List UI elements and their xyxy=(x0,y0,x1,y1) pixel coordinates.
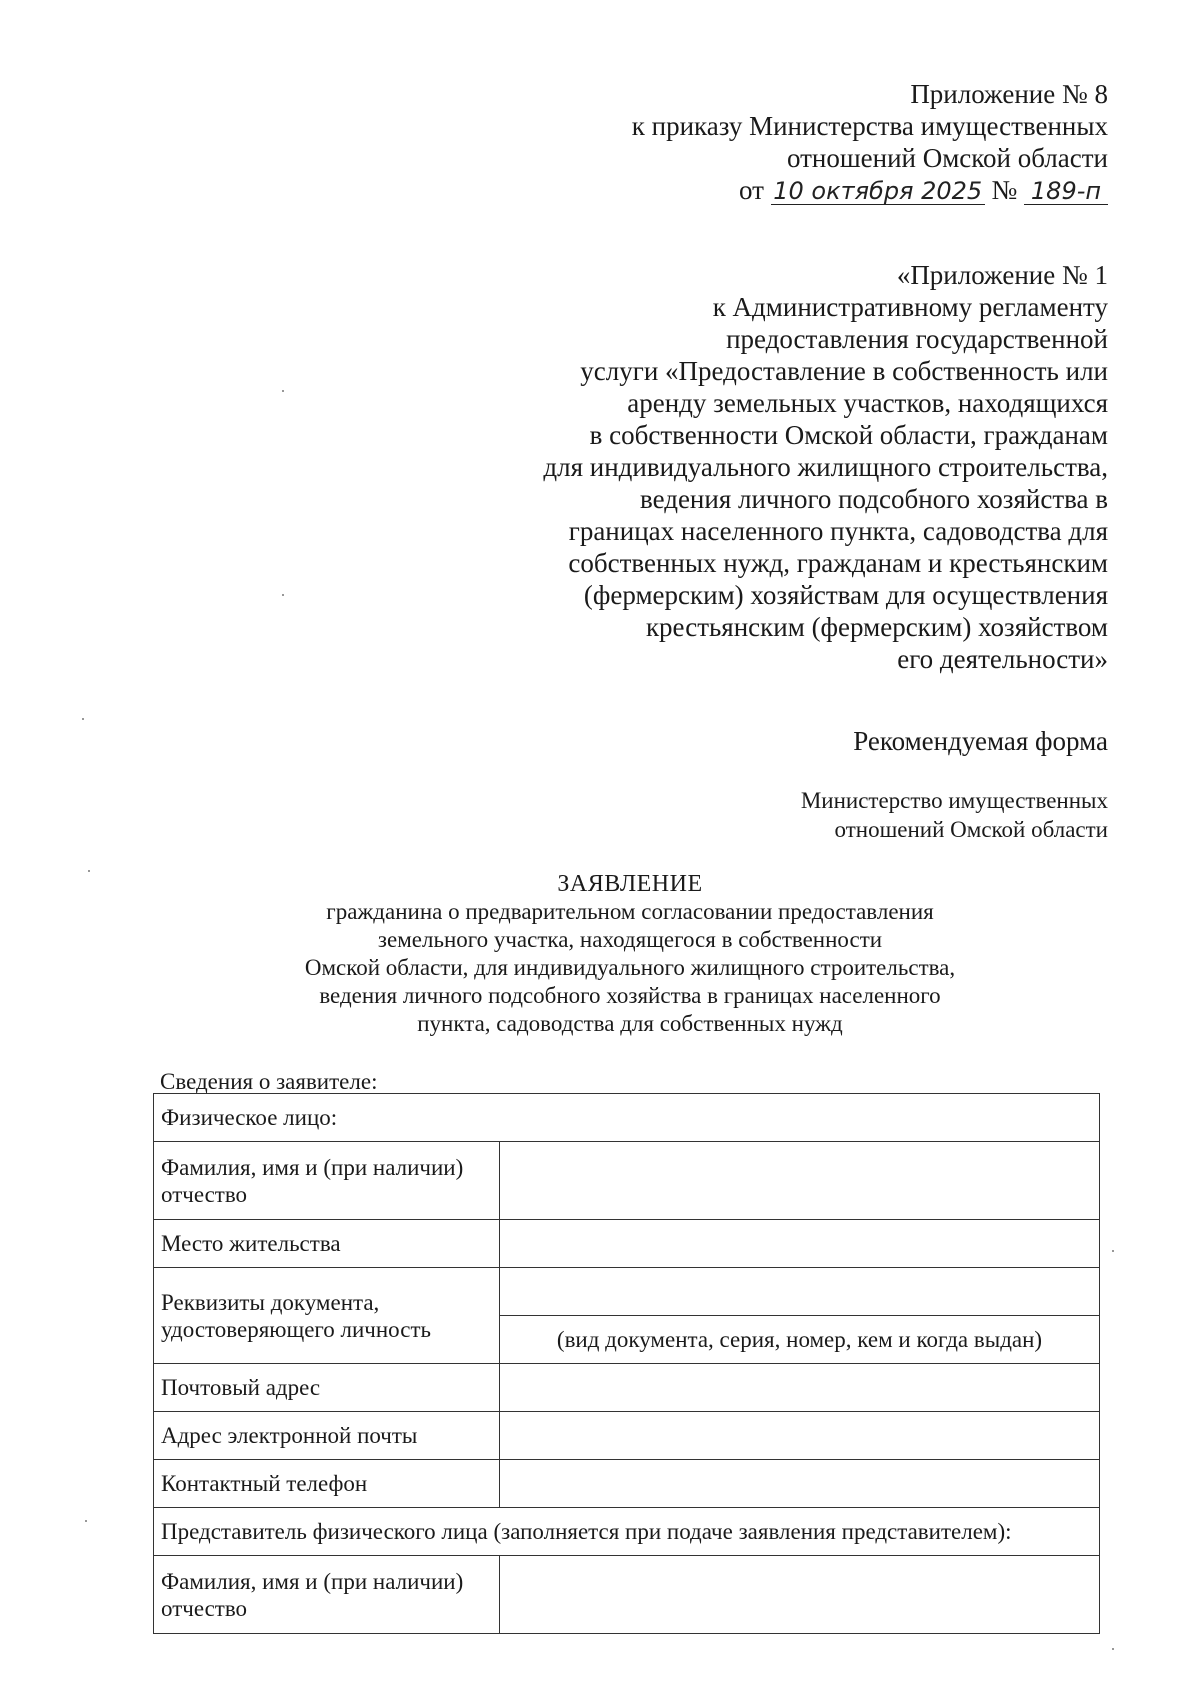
annex-1-line: (фермерским) хозяйствам для осуществления xyxy=(583,580,1108,610)
rep-full-name-label: Фамилия, имя и (при наличии) отчество xyxy=(154,1556,500,1634)
table-row xyxy=(154,1268,1100,1316)
scan-speck xyxy=(88,870,90,872)
id-document-label: Реквизиты документа, удостоверяющего личность xyxy=(154,1268,500,1364)
representative-header: Представитель физического лица (заполняется при подаче заявления представителем): xyxy=(154,1508,1100,1556)
scan-speck xyxy=(1112,1250,1114,1252)
annex-8-ministry-line: отношений Омской области xyxy=(786,143,1108,173)
rep-full-name-field[interactable] xyxy=(500,1556,1100,1634)
annex-8-header xyxy=(632,78,1108,206)
email-label: Адрес электронной почты xyxy=(154,1412,500,1460)
annex-1-line: «Приложение № 1 xyxy=(896,260,1108,290)
statement-subtitle-line: пункта, садоводства для собственных нужд xyxy=(417,1011,843,1036)
annex-1-line: для индивидуального жилищного строительства, xyxy=(543,452,1108,482)
annex-1-line: его деятельности» xyxy=(897,644,1108,674)
annex-1-line: аренду земельных участков, находящихся xyxy=(627,388,1108,418)
table-row xyxy=(154,1220,1100,1268)
scan-speck xyxy=(282,594,284,596)
recommended-form-label: Рекомендуемая форма xyxy=(853,726,1108,756)
residence-label: Место жительства xyxy=(154,1220,500,1268)
scan-speck xyxy=(1112,1648,1114,1650)
number-prefix: № xyxy=(991,175,1018,205)
applicant-caption: Сведения о заявителе: xyxy=(160,1069,378,1094)
id-document-hint: (вид документа, серия, номер, кем и когда выдан) xyxy=(500,1316,1100,1364)
scan-speck xyxy=(85,1520,87,1522)
date-prefix: от xyxy=(739,175,764,205)
statement-subtitle-line: ведения личного подсобного хозяйства в границах населенного xyxy=(319,983,941,1008)
statement-subtitle-line: земельного участка, находящегося в собственности xyxy=(377,927,883,952)
annex-1-line: крестьянским (фермерским) хозяйством xyxy=(645,612,1108,642)
annex-1-line: услуги «Предоставление в собственность или xyxy=(580,356,1108,386)
statement-heading xyxy=(130,870,1130,1038)
email-field[interactable] xyxy=(500,1412,1100,1460)
scan-speck xyxy=(282,390,284,392)
addressee xyxy=(801,786,1108,844)
statement-subtitle-line: гражданина о предварительном согласовании предоставления xyxy=(326,899,934,924)
annex-1-line: границах населенного пункта, садоводства для xyxy=(568,516,1108,546)
id-document-field[interactable] xyxy=(500,1268,1100,1316)
annex-8-title: Приложение № 8 xyxy=(910,79,1108,109)
residence-field[interactable] xyxy=(500,1220,1100,1268)
table-row xyxy=(154,1460,1100,1508)
table-row xyxy=(154,1094,1100,1142)
annex-1-line: в собственности Омской области, гражданам xyxy=(589,420,1108,450)
annex-1-line: к Административному регламенту xyxy=(712,292,1108,322)
statement-title: ЗАЯВЛЕНИЕ xyxy=(557,871,703,897)
full-name-label: Фамилия, имя и (при наличии) отчество xyxy=(154,1142,500,1220)
table-row xyxy=(154,1556,1100,1634)
phone-field[interactable] xyxy=(500,1460,1100,1508)
annex-1-line: ведения личного подсобного хозяйства в xyxy=(639,484,1108,514)
full-name-field[interactable] xyxy=(500,1142,1100,1220)
annex-1-header xyxy=(543,259,1108,675)
table-row xyxy=(154,1142,1100,1220)
table-row xyxy=(154,1364,1100,1412)
phone-label: Контактный телефон xyxy=(154,1460,500,1508)
annex-8-date-line xyxy=(632,174,1108,206)
annex-1-line: предоставления государственной xyxy=(726,324,1108,354)
individual-header: Физическое лицо: xyxy=(154,1094,1100,1142)
annex-1-line: собственных нужд, гражданам и крестьянским xyxy=(568,548,1108,578)
applicant-table xyxy=(153,1093,1100,1634)
table-row xyxy=(154,1508,1100,1556)
statement-subtitle-line: Омской области, для индивидуального жилищного строительства, xyxy=(304,955,956,980)
addressee-line: отношений Омской области xyxy=(834,817,1108,842)
postal-address-field[interactable] xyxy=(500,1364,1100,1412)
table-row xyxy=(154,1412,1100,1460)
postal-address-label: Почтовый адрес xyxy=(154,1364,500,1412)
annex-8-order-line: к приказу Министерства имущественных xyxy=(631,111,1108,141)
scan-speck xyxy=(82,718,84,720)
handwritten-number: 189-п xyxy=(1024,178,1108,205)
addressee-line: Министерство имущественных xyxy=(800,788,1108,813)
handwritten-date: 10 октября 2025 xyxy=(771,178,985,205)
